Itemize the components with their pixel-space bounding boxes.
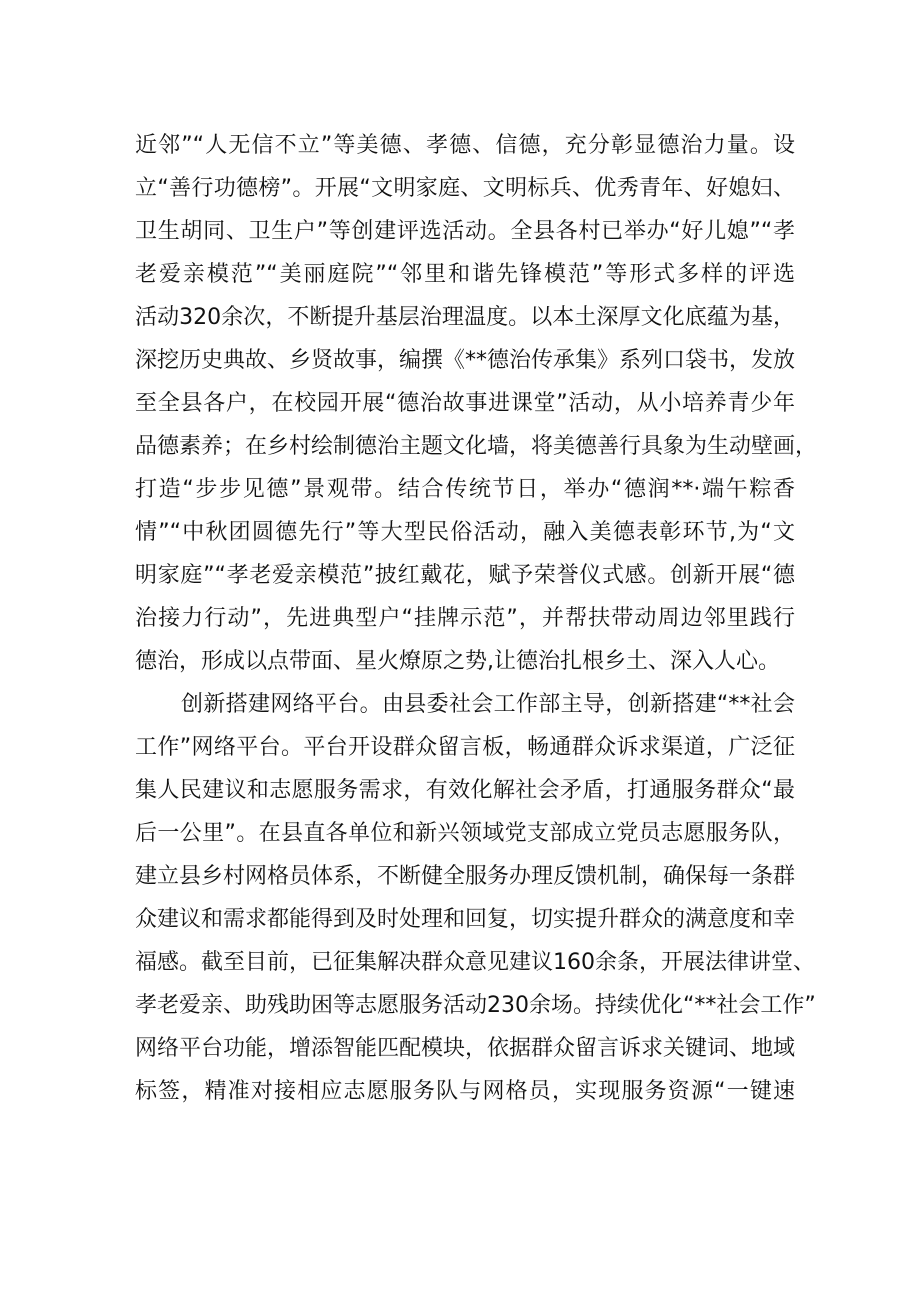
text-line: 治接力行动”，先进典型户“挂牌示范”，并帮扶带动周边邻里践行 <box>135 606 795 631</box>
text-line: 卫生胡同、卫生户”等创建评选活动。全县各村已举办“好儿媳”“孝 <box>135 219 795 244</box>
paragraph-virtue-governance <box>135 124 818 683</box>
text-line: 老爱亲模范”“美丽庭院”“邻里和谐先锋模范”等形式多样的评选 <box>135 262 795 287</box>
text-line: 品德素养；在乡村绘制德治主题文化墙，将美德善行具象为生动壁画， <box>135 434 818 459</box>
text-line: 福感。截至目前，已征集解决群众意见建议160余条，开展法律讲堂、 <box>135 950 815 975</box>
text-line: 至全县各户，在校园开展“德治故事进课堂”活动，从小培养青少年 <box>135 391 795 416</box>
text-line: 深挖历史典故、乡贤故事，编撰《**德治传承集》系列口袋书，发放 <box>135 348 796 373</box>
text-line: 打造“步步见德”景观带。结合传统节日，举办“德润**·端午粽香 <box>135 477 795 502</box>
text-line: 立“善行功德榜”。开展“文明家庭、文明标兵、优秀青年、好媳妇、 <box>135 176 795 201</box>
text-line: 网络平台功能，增添智能匹配模块，依据群众留言诉求关键词、地域 <box>135 1036 796 1061</box>
text-line: 众建议和需求都能得到及时处理和回复，切实提升群众的满意度和幸 <box>135 907 796 932</box>
text-line: 情”“中秋团圆德先行”等大型民俗活动，融入美德表彰环节,为“文 <box>135 520 795 545</box>
text-line: 创新搭建网络平台。由县委社会工作部主导，创新搭建“**社会 <box>181 692 795 717</box>
text-line: 活动320余次，不断提升基层治理温度。以本土深厚文化底蕴为基， <box>135 305 795 330</box>
text-line: 标签，精准对接相应志愿服务队与网格员，实现服务资源“一键速 <box>135 1079 795 1104</box>
text-line: 孝老爱亲、助残助困等志愿服务活动230余场。持续优化“**社会工作” <box>135 993 816 1018</box>
text-line: 德治，形成以点带面、星火燎原之势,让德治扎根乡土、深入人心。 <box>135 649 780 674</box>
text-line: 近邻”“人无信不立”等美德、孝德、信德，充分彰显德治力量。设 <box>135 133 795 158</box>
body-text <box>135 124 818 1113</box>
text-line: 后一公里”。在县直各单位和新兴领域党支部成立党员志愿服务队， <box>135 821 795 846</box>
text-line: 工作”网络平台。平台开设群众留言板，畅通群众诉求渠道，广泛征 <box>135 735 795 760</box>
text-line: 集人民建议和志愿服务需求，有效化解社会矛盾，打通服务群众“最 <box>135 778 795 803</box>
paragraph-network-platform <box>135 683 816 1113</box>
text-line: 明家庭”“孝老爱亲模范”披红戴花，赋予荣誉仪式感。创新开展“德 <box>135 563 795 588</box>
text-line: 建立县乡村网格员体系，不断健全服务办理反馈机制，确保每一条群 <box>135 864 796 889</box>
